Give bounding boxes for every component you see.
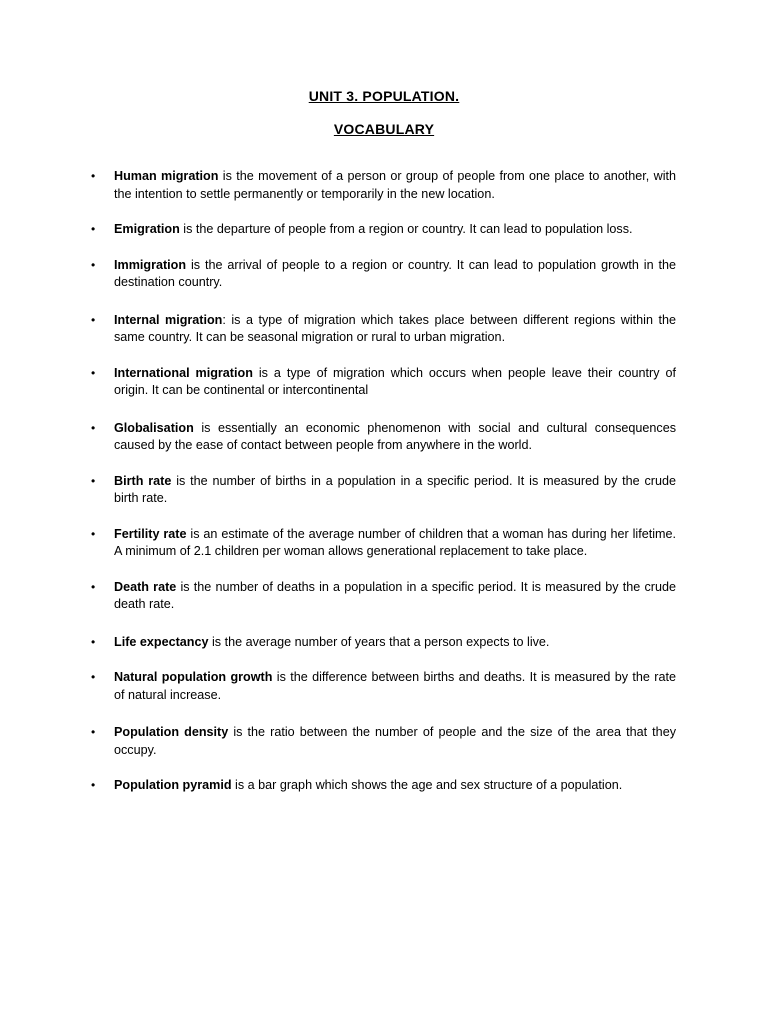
bullet-icon: •: [91, 670, 96, 684]
vocabulary-item-human-migration: [91, 168, 677, 203]
vocabulary-definition: is the departure of people from a region or country. It can lead to population loss.: [179, 222, 633, 236]
vocabulary-definition: is the number of deaths in a population in a specific period. It is measured by the crude death rate.: [114, 579, 676, 611]
page-title: UNIT 3. POPULATION.: [308, 88, 460, 104]
vocabulary-item-life-expectancy: [91, 634, 676, 652]
vocabulary-item-fertility-rate: [91, 526, 676, 561]
vocabulary-definition: is the movement of a person or group of people from one place to another, with the intention to settle permanently or temporarily in the new location.: [114, 169, 677, 201]
bullet-icon: •: [91, 634, 96, 649]
vocabulary-term: Emigration: [114, 222, 180, 236]
bullet-icon: •: [91, 725, 96, 739]
vocabulary-term: Immigration: [114, 257, 187, 272]
vocabulary-definition: is the arrival of people to a region or country. It can lead to population growth in the destination country.: [114, 257, 676, 289]
vocabulary-definition: is essentially an economic phenomenon with social and cultural consequences caused by the ease of contact between people from anywhere in the world.: [114, 420, 676, 452]
vocabulary-definition: is a bar graph which shows the age and sex structure of a population.: [231, 778, 623, 792]
bullet-icon: •: [91, 473, 96, 488]
vocabulary-term: Death rate: [114, 579, 177, 594]
bullet-icon: •: [91, 420, 96, 435]
vocabulary-item-immigration: [91, 257, 676, 292]
vocabulary-term: Population pyramid: [114, 778, 232, 792]
bullet-icon: •: [91, 169, 96, 183]
vocabulary-term: Globalisation: [114, 420, 194, 435]
bullet-icon: •: [91, 778, 96, 792]
vocabulary-term: Birth rate: [114, 473, 172, 488]
vocabulary-item-natural-population-growth: [91, 669, 676, 704]
vocabulary-definition: is a type of migration which occurs when people leave their country of origin. It can be continental or intercontinental: [114, 365, 676, 397]
vocabulary-definition: : is a type of migration which takes place between different regions within the same country. It can be seasonal migration or rural to urban migration.: [114, 312, 676, 344]
vocabulary-definition: is an estimate of the average number of children that a woman has during her lifetime. A minimum of 2.1 children per woman allows generational replacement to take place.: [114, 526, 676, 558]
vocabulary-term: Human migration: [114, 169, 219, 183]
vocabulary-definition: is the ratio between the number of people and the size of the area that they occupy.: [114, 725, 676, 757]
vocabulary-term: Natural population growth: [114, 670, 273, 684]
bullet-icon: •: [91, 312, 96, 327]
vocabulary-term: Fertility rate: [114, 526, 187, 541]
vocabulary-item-emigration: [91, 221, 676, 239]
vocabulary-item-globalisation: [91, 420, 676, 455]
vocabulary-term: Internal migration: [114, 312, 223, 327]
vocabulary-definition: is the average number of years that a person expects to live.: [208, 634, 550, 649]
vocabulary-item-population-density: [91, 724, 676, 759]
vocabulary-term: International migration: [114, 365, 253, 380]
vocabulary-item-death-rate: [91, 579, 676, 614]
vocabulary-term: Life expectancy: [114, 634, 209, 649]
bullet-icon: •: [91, 579, 96, 594]
vocabulary-term: Population density: [114, 725, 229, 739]
bullet-icon: •: [91, 257, 96, 272]
vocabulary-item-internal-migration: [91, 312, 676, 347]
vocabulary-definition: is the difference between births and deaths. It is measured by the rate of natural increase.: [114, 670, 676, 702]
vocabulary-item-population-pyramid: [91, 777, 676, 795]
vocabulary-definition: is the number of births in a population in a specific period. It is measured by the crude birth rate.: [114, 473, 676, 505]
vocabulary-item-birth-rate: [91, 473, 676, 508]
vocabulary-list: [0, 168, 768, 795]
bullet-icon: •: [91, 222, 96, 236]
bullet-icon: •: [91, 365, 96, 380]
page-subtitle: VOCABULARY: [333, 121, 435, 137]
vocabulary-item-international-migration: [91, 365, 676, 400]
bullet-icon: •: [91, 526, 96, 541]
